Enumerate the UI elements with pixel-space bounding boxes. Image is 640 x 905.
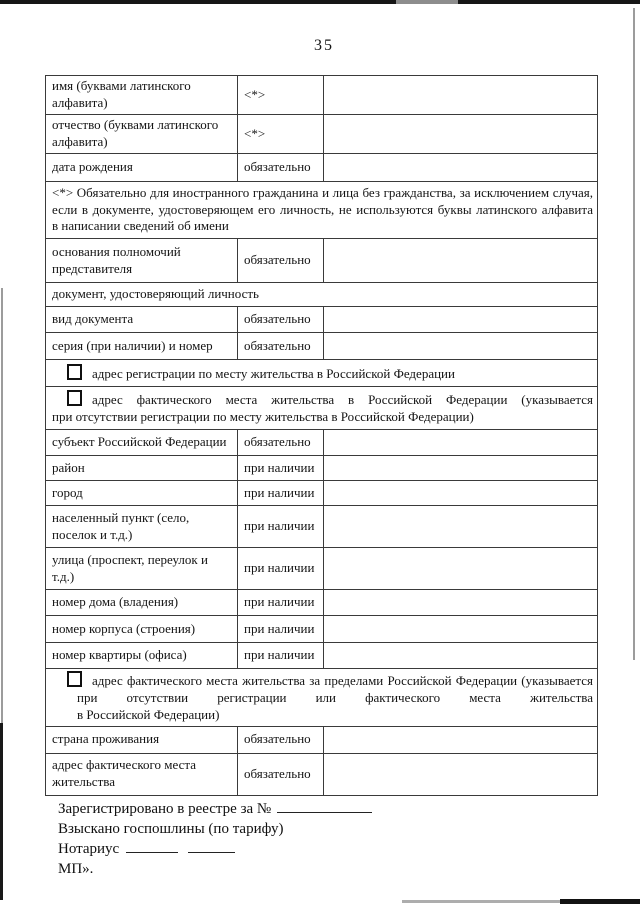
table-row-section: [46, 283, 598, 307]
notary-form-table: [45, 75, 598, 796]
section-header: документ, удостоверяющий личность: [46, 283, 598, 307]
table-row: [46, 333, 598, 360]
field-value-cell: [324, 753, 598, 795]
table-row: [46, 726, 598, 753]
field-requirement: обязательно: [238, 430, 324, 456]
field-value-cell: [324, 548, 598, 590]
field-label: город: [46, 481, 238, 506]
field-value-cell: [324, 726, 598, 753]
seal-line: МП».: [58, 860, 94, 877]
field-value-cell: [324, 456, 598, 481]
field-label: улица (проспект, переулок и т.д.): [46, 548, 238, 590]
table-row-note: [46, 182, 598, 239]
field-value-cell: [324, 616, 598, 643]
scan-artifact-top-bar: [0, 0, 640, 4]
field-requirement: <*>: [238, 115, 324, 154]
checkbox-label-line: при отсутствии регистрации по месту жительства в Российской Федерации): [52, 409, 474, 424]
footnote-line: <*> Обязательно для иностранного гражданина и лица без гражданства, за исключением случая,: [52, 184, 593, 200]
field-label: страна проживания: [46, 726, 238, 753]
field-requirement: при наличии: [238, 456, 324, 481]
checkbox-label: адрес фактического места жительства в Российской Федерации (указывается: [92, 392, 593, 408]
field-label: дата рождения: [46, 154, 238, 182]
checkbox-option: [67, 390, 593, 409]
checkbox-label: адрес фактического места жительства за пределами Российской Федерации (указывается: [92, 673, 593, 688]
field-requirement: при наличии: [238, 643, 324, 669]
checkbox-row-cell: [46, 387, 598, 430]
footnote-cell: [46, 182, 598, 239]
table-row: [46, 115, 598, 154]
field-label: номер дома (владения): [46, 590, 238, 616]
checkbox-icon[interactable]: [67, 390, 82, 406]
field-label: основания полномочий представителя: [46, 239, 238, 283]
table-row: [46, 430, 598, 456]
registered-in-registry-line: [58, 799, 372, 820]
field-value-cell: [324, 307, 598, 333]
field-requirement: при наличии: [238, 590, 324, 616]
field-value-cell: [324, 154, 598, 182]
checkbox-icon[interactable]: [67, 671, 82, 687]
field-requirement: при наличии: [238, 481, 324, 506]
field-requirement: при наличии: [238, 616, 324, 643]
table-row: [46, 307, 598, 333]
notary-signature-blank: [188, 839, 235, 853]
field-value-cell: [324, 115, 598, 154]
table-row-checkbox: [46, 669, 598, 727]
field-value-cell: [324, 481, 598, 506]
table-row: [46, 548, 598, 590]
table-row-checkbox: [46, 360, 598, 387]
field-value-cell: [324, 643, 598, 669]
table-row: [46, 643, 598, 669]
field-label: субъект Российской Федерации: [46, 430, 238, 456]
notary-signature-blank: [126, 839, 178, 853]
scan-artifact-left-line: [1, 288, 3, 723]
field-requirement: обязательно: [238, 307, 324, 333]
footnote-line: если в документе, удостоверяющем его личность, не используются буквы латинского алфавита: [52, 201, 593, 217]
field-requirement: обязательно: [238, 239, 324, 283]
field-value-cell: [324, 239, 598, 283]
table-row: [46, 590, 598, 616]
field-requirement: обязательно: [238, 753, 324, 795]
registered-in-registry-label: Зарегистрировано в реестре за №: [58, 801, 272, 817]
field-label: адрес фактического места жительства: [46, 753, 238, 795]
checkbox-label-line: в Российской Федерации): [77, 706, 220, 722]
checkbox-option: [67, 671, 593, 690]
checkbox-row-cell: [46, 360, 598, 387]
field-value-cell: [324, 430, 598, 456]
table-row: [46, 239, 598, 283]
field-requirement: обязательно: [238, 154, 324, 182]
table-row: [46, 616, 598, 643]
field-label: населенный пункт (село, поселок и т.д.): [46, 506, 238, 548]
field-value-cell: [324, 506, 598, 548]
page-number: 35: [314, 37, 334, 54]
field-requirement: обязательно: [238, 726, 324, 753]
table-row: [46, 506, 598, 548]
table-row: [46, 154, 598, 182]
notary-line: [58, 839, 372, 860]
field-label: номер корпуса (строения): [46, 616, 238, 643]
notary-footer-block: [58, 799, 372, 879]
scan-artifact-right-line: [633, 8, 635, 660]
table-row: [46, 456, 598, 481]
field-value-cell: [324, 333, 598, 360]
state-fee-line: Взыскано госпошлины (по тарифу): [58, 820, 284, 837]
field-label: имя (буквами латинского алфавита): [46, 76, 238, 115]
table-row: [46, 753, 598, 795]
checkbox-option: [67, 364, 593, 383]
notary-label: Нотариус: [58, 841, 120, 858]
field-requirement: при наличии: [238, 506, 324, 548]
field-label: отчество (буквами латинского алфавита): [46, 115, 238, 154]
field-value-cell: [324, 590, 598, 616]
field-label: район: [46, 456, 238, 481]
table-row: [46, 76, 598, 115]
scan-artifact-left-line-dark: [0, 723, 3, 900]
table-row: [46, 481, 598, 506]
field-requirement: <*>: [238, 76, 324, 115]
scan-artifact-top-bar-light: [396, 0, 458, 4]
scan-artifact-bottom-line: [402, 900, 562, 903]
footnote-line: в написании сведений об имени: [52, 218, 229, 234]
registry-number-blank: [277, 799, 372, 813]
table-row-checkbox: [46, 387, 598, 430]
field-label: номер квартиры (офиса): [46, 643, 238, 669]
field-label: вид документа: [46, 307, 238, 333]
checkbox-row-cell: [46, 669, 598, 727]
checkbox-label-line: при отсутствии регистрации или фактического места жительства: [77, 689, 593, 705]
checkbox-label: адрес регистрации по месту жительства в Российской Федерации: [92, 365, 455, 381]
field-requirement: при наличии: [238, 548, 324, 590]
field-requirement: обязательно: [238, 333, 324, 360]
field-value-cell: [324, 76, 598, 115]
field-label: серия (при наличии) и номер: [46, 333, 238, 360]
checkbox-icon[interactable]: [67, 364, 82, 380]
scan-artifact-bottom-line-dark: [560, 899, 640, 904]
